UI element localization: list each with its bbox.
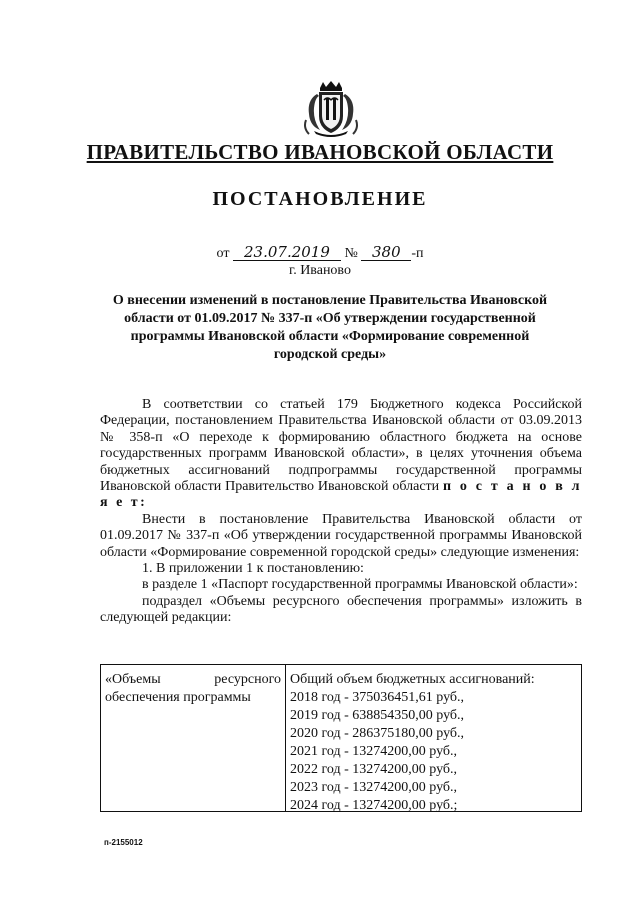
- resource-table-heading: Общий объем бюджетных ассигнований:: [290, 672, 535, 687]
- resource-table: [100, 664, 582, 812]
- budget-row: 2024 год - 13274200,00 руб.;: [290, 798, 458, 813]
- paragraph-basis-text: В соответствии со статьей 179 Бюджетного кодекса Российской Федерации, постановлением Правительства Ивановской области от 03.09.2013 № 358-п «О переходе к формированию областного бюджета на основе государственных программ Ивановской области», в целях уточнения объема бюджетных ассигнований подпрограммы государственной программы Ивановской области Правительство Ивановской области: [100, 397, 582, 495]
- footer-code: п-2155012: [104, 838, 143, 847]
- budget-row: 2019 год - 638854350,00 руб.,: [290, 708, 465, 723]
- budget-row: 2018 год - 375036451,61 руб.,: [290, 690, 465, 705]
- budget-row: 2022 год - 13274200,00 руб.,: [290, 762, 458, 777]
- number-sign: №: [344, 246, 358, 261]
- organization-title: ПРАВИТЕЛЬСТВО ИВАНОВСКОЙ ОБЛАСТИ: [86, 140, 554, 164]
- resource-table-values: [286, 665, 581, 811]
- budget-row: 2023 год - 13274200,00 руб.,: [290, 780, 458, 795]
- coat-of-arms-icon: [300, 80, 362, 140]
- document-body: [100, 397, 582, 627]
- paragraph-basis: [100, 397, 582, 512]
- document-date: 23.07.2019: [233, 244, 341, 261]
- number-suffix: -п: [411, 246, 424, 261]
- resolves-keyword: п о с т а н о в л я е т:: [100, 479, 582, 511]
- date-number-line: [0, 244, 640, 262]
- date-prefix: от: [216, 246, 230, 261]
- paragraph-amend: Внести в постановление Правительства Ивановской области от 01.09.2017 № 337-п «Об утверждении государственной программы Ивановской области «Формирование современной городской среды» следующие изменения:: [100, 511, 582, 560]
- budget-row: 2020 год - 286375180,00 руб.,: [290, 726, 465, 741]
- document-type: ПОСТАНОВЛЕНИЕ: [212, 188, 428, 210]
- city: г. Иваново: [289, 263, 351, 278]
- document-number: 380: [361, 244, 411, 261]
- document-subject: О внесении изменений в постановление Правительства Ивановской области от 01.09.2017 № 337-п «Об утверждении государственной программы Ивановской области «Формирование современной городской среды»: [112, 293, 548, 362]
- paragraph-section-1: в разделе 1 «Паспорт государственной программы Ивановской области»:: [142, 577, 578, 593]
- resource-table-label: «Объемы ресурсного обеспечения программы: [101, 665, 286, 811]
- paragraph-subsection: подраздел «Объемы ресурсного обеспечения программы» изложить в следующей редакции:: [100, 593, 582, 626]
- budget-row: 2021 год - 13274200,00 руб.,: [290, 744, 458, 759]
- paragraph-item-1: 1. В приложении 1 к постановлению:: [142, 561, 364, 577]
